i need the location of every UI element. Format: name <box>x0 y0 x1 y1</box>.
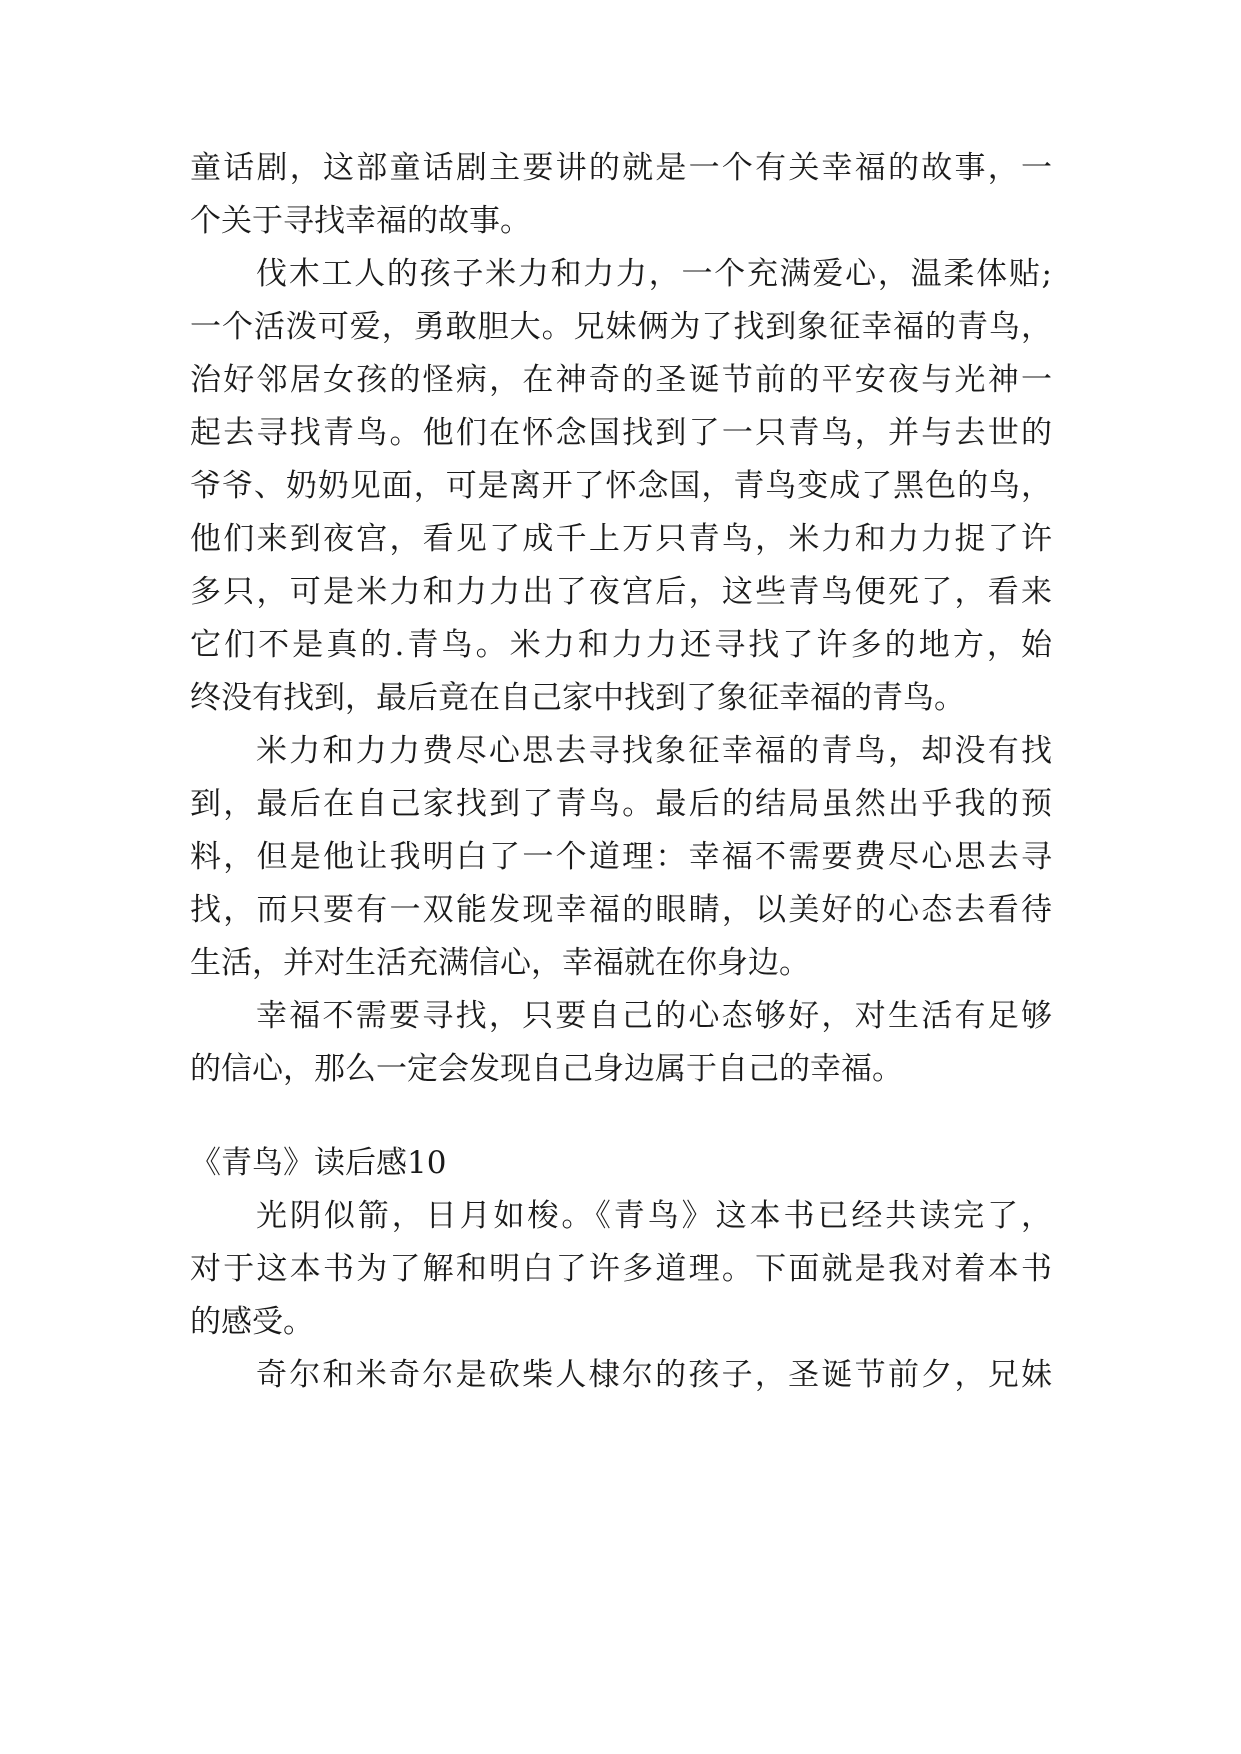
text-line: 它们不是真的.青鸟。米力和力力还寻找了许多的地方，始 <box>190 627 1052 663</box>
text-line: 终没有找到，最后竟在自己家中找到了象征幸福的青鸟。 <box>190 680 965 716</box>
text-line: 他们来到夜宫，看见了成千上万只青鸟，米力和力力捉了许 <box>190 521 1052 557</box>
text-line: 对于这本书为了解和明白了许多道理。下面就是我对着本书 <box>190 1251 1052 1287</box>
text-line: 生活，并对生活充满信心，幸福就在你身边。 <box>190 945 810 981</box>
text-line: 幸福不需要寻找，只要自己的心态够好，对生活有足够 <box>256 998 1052 1034</box>
text-line: 奇尔和米奇尔是砍柴人棣尔的孩子，圣诞节前夕，兄妹 <box>256 1357 1052 1393</box>
text-line: 多只，可是米力和力力出了夜宫后，这些青鸟便死了，看来 <box>190 574 1052 610</box>
text-line: 的感受。 <box>190 1304 314 1340</box>
text-line: 爷爷、奶奶见面，可是离开了怀念国，青鸟变成了黑色的鸟， <box>190 468 1052 504</box>
text-line: 个关于寻找幸福的故事。 <box>190 203 531 239</box>
text-line: 找，而只要有一双能发现幸福的眼睛，以美好的心态去看待 <box>190 892 1052 928</box>
text-line: 的信心，那么一定会发现自己身边属于自己的幸福。 <box>190 1051 903 1087</box>
text-line: 米力和力力费尽心思去寻找象征幸福的青鸟，却没有找 <box>256 733 1052 769</box>
text-line: 光阴似箭，日月如梭。《青鸟》这本书已经共读完了， <box>256 1198 1052 1234</box>
section-heading: 《青鸟》读后感10 <box>190 1145 447 1181</box>
text-line: 一个活泼可爱，勇敢胆大。兄妹俩为了找到象征幸福的青鸟， <box>190 309 1052 345</box>
text-line: 治好邻居女孩的怪病，在神奇的圣诞节前的平安夜与光神一 <box>190 362 1052 398</box>
text-line: 伐木工人的孩子米力和力力，一个充满爱心，温柔体贴; <box>256 256 1052 292</box>
text-line: 起去寻找青鸟。他们在怀念国找到了一只青鸟，并与去世的 <box>190 415 1052 451</box>
text-line: 到，最后在自己家找到了青鸟。最后的结局虽然出乎我的预 <box>190 786 1052 822</box>
text-line: 料，但是他让我明白了一个道理：幸福不需要费尽心思去寻 <box>190 839 1052 875</box>
text-line: 童话剧，这部童话剧主要讲的就是一个有关幸福的故事，一 <box>190 150 1052 186</box>
